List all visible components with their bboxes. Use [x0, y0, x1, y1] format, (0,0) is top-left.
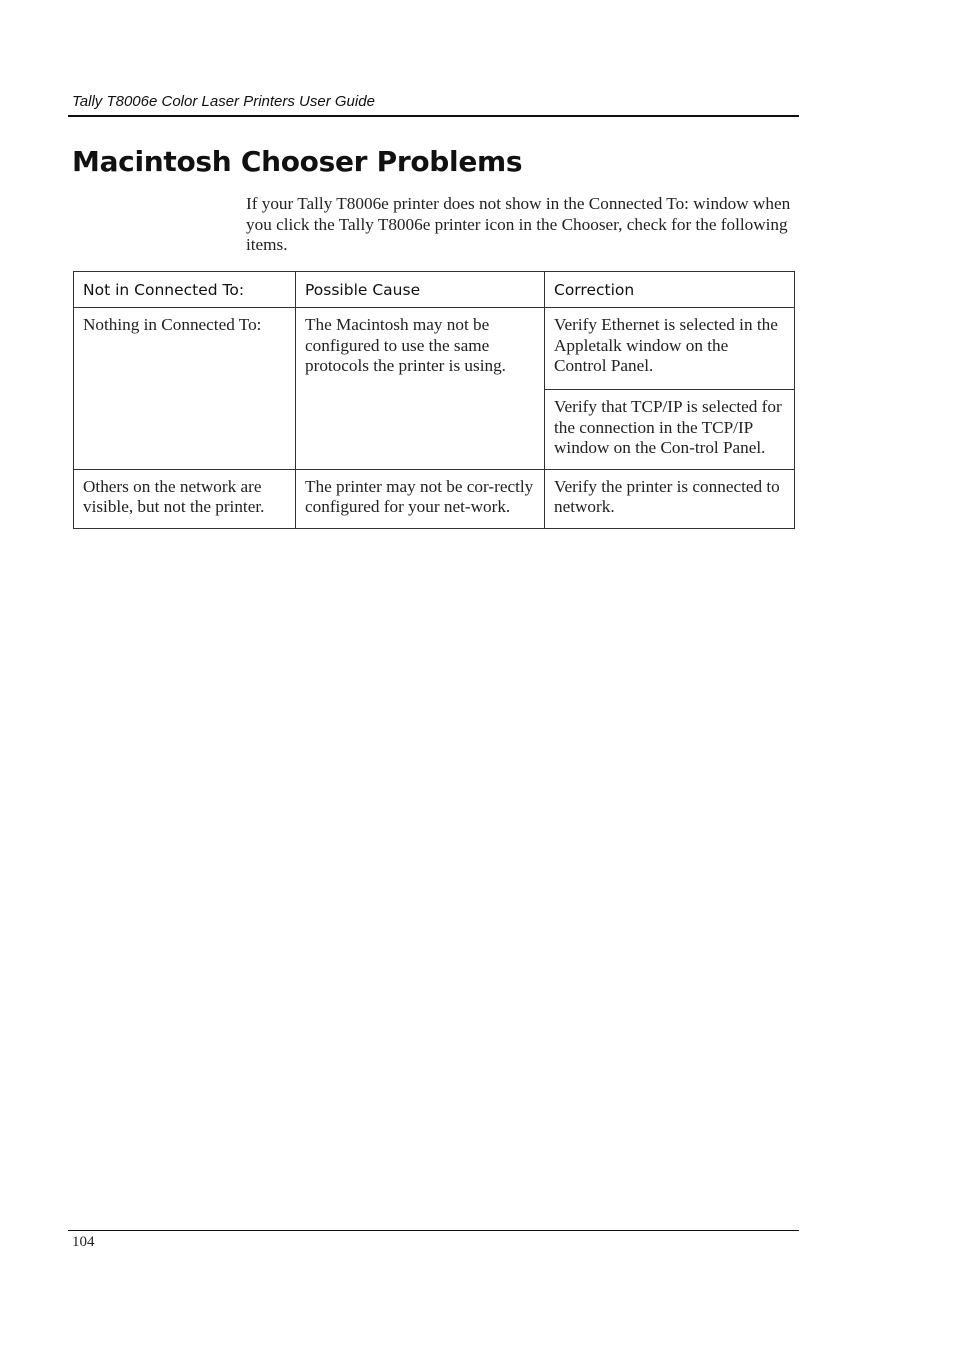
troubleshooting-table [73, 271, 795, 529]
running-header: Tally T8006e Color Laser Printers User Guide [72, 93, 375, 110]
cell-correction: Verify the printer is connected to network. [545, 469, 795, 528]
page-number: 104 [72, 1234, 95, 1250]
footer-rule [68, 1230, 799, 1231]
cell-cause: The printer may not be cor-rectly configured for your net-work. [296, 469, 545, 528]
table-header-row [74, 272, 795, 308]
cell-correction: Verify Ethernet is selected in the Appletalk window on the Control Panel. [545, 308, 795, 390]
cell-cause: The Macintosh may not be configured to use the same protocols the printer is using. [296, 308, 545, 470]
table-row [74, 308, 795, 390]
table-row [74, 469, 795, 528]
header-rule [68, 115, 799, 117]
cell-correction: Verify that TCP/IP is selected for the connection in the TCP/IP window on the Con-trol Panel. [545, 390, 795, 470]
page-title: Macintosh Chooser Problems [72, 145, 523, 178]
column-header-symptom: Not in Connected To: [74, 272, 296, 308]
cell-symptom: Others on the network are visible, but not the printer. [74, 469, 296, 528]
cell-symptom: Nothing in Connected To: [74, 308, 296, 470]
intro-paragraph: If your Tally T8006e printer does not show in the Connected To: window when you click the Tally T8006e printer icon in the Chooser, check for the following items. [246, 194, 791, 255]
column-header-correction: Correction [545, 272, 795, 308]
column-header-cause: Possible Cause [296, 272, 545, 308]
